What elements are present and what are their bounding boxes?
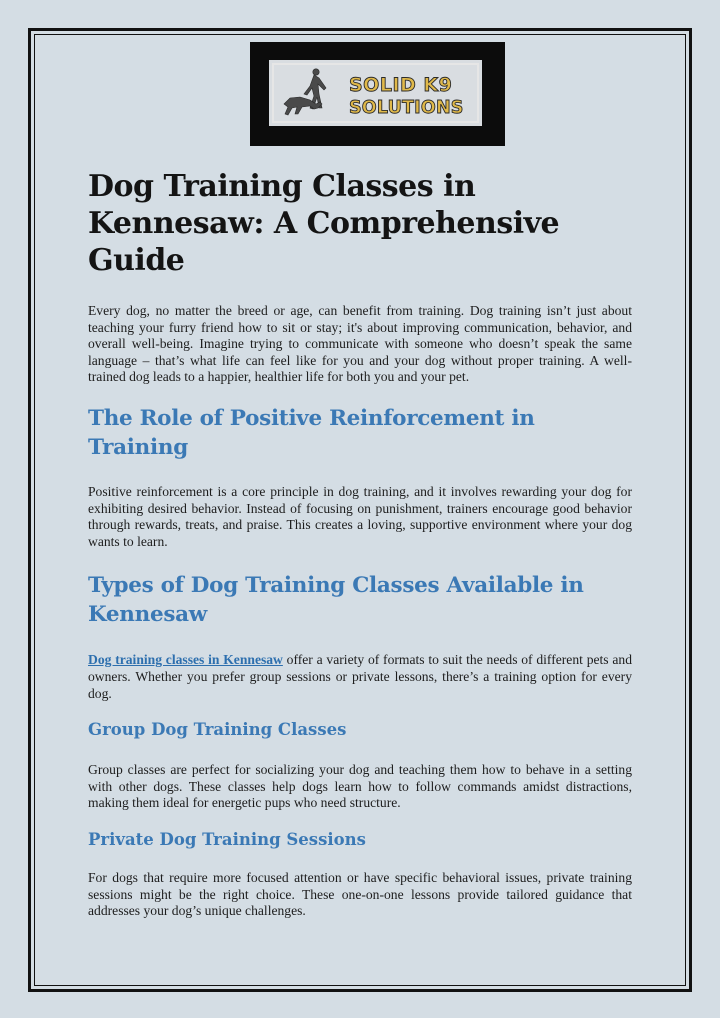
group-classes-paragraph: Group classes are perfect for socializing your dog and teaching them how to behave in a setting with other dogs. These classes help dogs learn how to follow commands amidst distractions, making them ideal for energetic pups who need structure. bbox=[88, 762, 632, 811]
kennesaw-classes-link[interactable]: Dog training classes in Kennesaw bbox=[88, 652, 283, 668]
page-title: Dog Training Classes in Kennesaw: A Comprehensive Guide bbox=[88, 169, 560, 278]
subheading-private-sessions: Private Dog Training Sessions bbox=[88, 829, 366, 849]
article-content bbox=[88, 168, 632, 920]
logo-text-line2: SOLUTIONS bbox=[349, 98, 464, 118]
training-types-paragraph bbox=[88, 652, 632, 702]
intro-paragraph: Every dog, no matter the breed or age, can benefit from training. Dog training isn’t just about teaching your furry friend how to sit or stay; it's about improving communication, behavior, and overall well-being. Imagine trying to communicate with someone who doesn’t speak the same language – that’s what life can feel like for you and your dog without proper training. A well-trained dog leads to a happier, healthier life for both you and your pet. bbox=[88, 303, 632, 385]
subheading-group-classes: Group Dog Training Classes bbox=[88, 720, 347, 740]
solid-k9-logo bbox=[276, 64, 476, 124]
training-types-text: offer a variety of formats to suit the needs of different pets and owners. Whether you prefer group sessions or private lessons, there’s a training option for every dog. bbox=[88, 652, 632, 701]
positive-reinforcement-paragraph: Positive reinforcement is a core principle in dog training, and it involves rewarding your dog for exhibiting desired behavior. Instead of focusing on punishment, trainers encourage good behavior through rewards, treats, and praise. This creates a loving, supportive environment where your dog wants to learn. bbox=[88, 483, 632, 549]
handler-and-dog-icon bbox=[284, 69, 326, 115]
section-heading-training-types: Types of Dog Training Classes Available in Kennesaw bbox=[88, 573, 584, 628]
logo-text-line1: SOLID K9 bbox=[349, 74, 453, 96]
section-heading-positive-reinforcement: The Role of Positive Reinforcement in Training bbox=[88, 405, 535, 460]
private-sessions-paragraph: For dogs that require more focused attention or have specific behavioral issues, private training sessions might be the right choice. These one-on-one lessons provide tailored guidance that addresses your dog’s unique challenges. bbox=[88, 869, 632, 919]
